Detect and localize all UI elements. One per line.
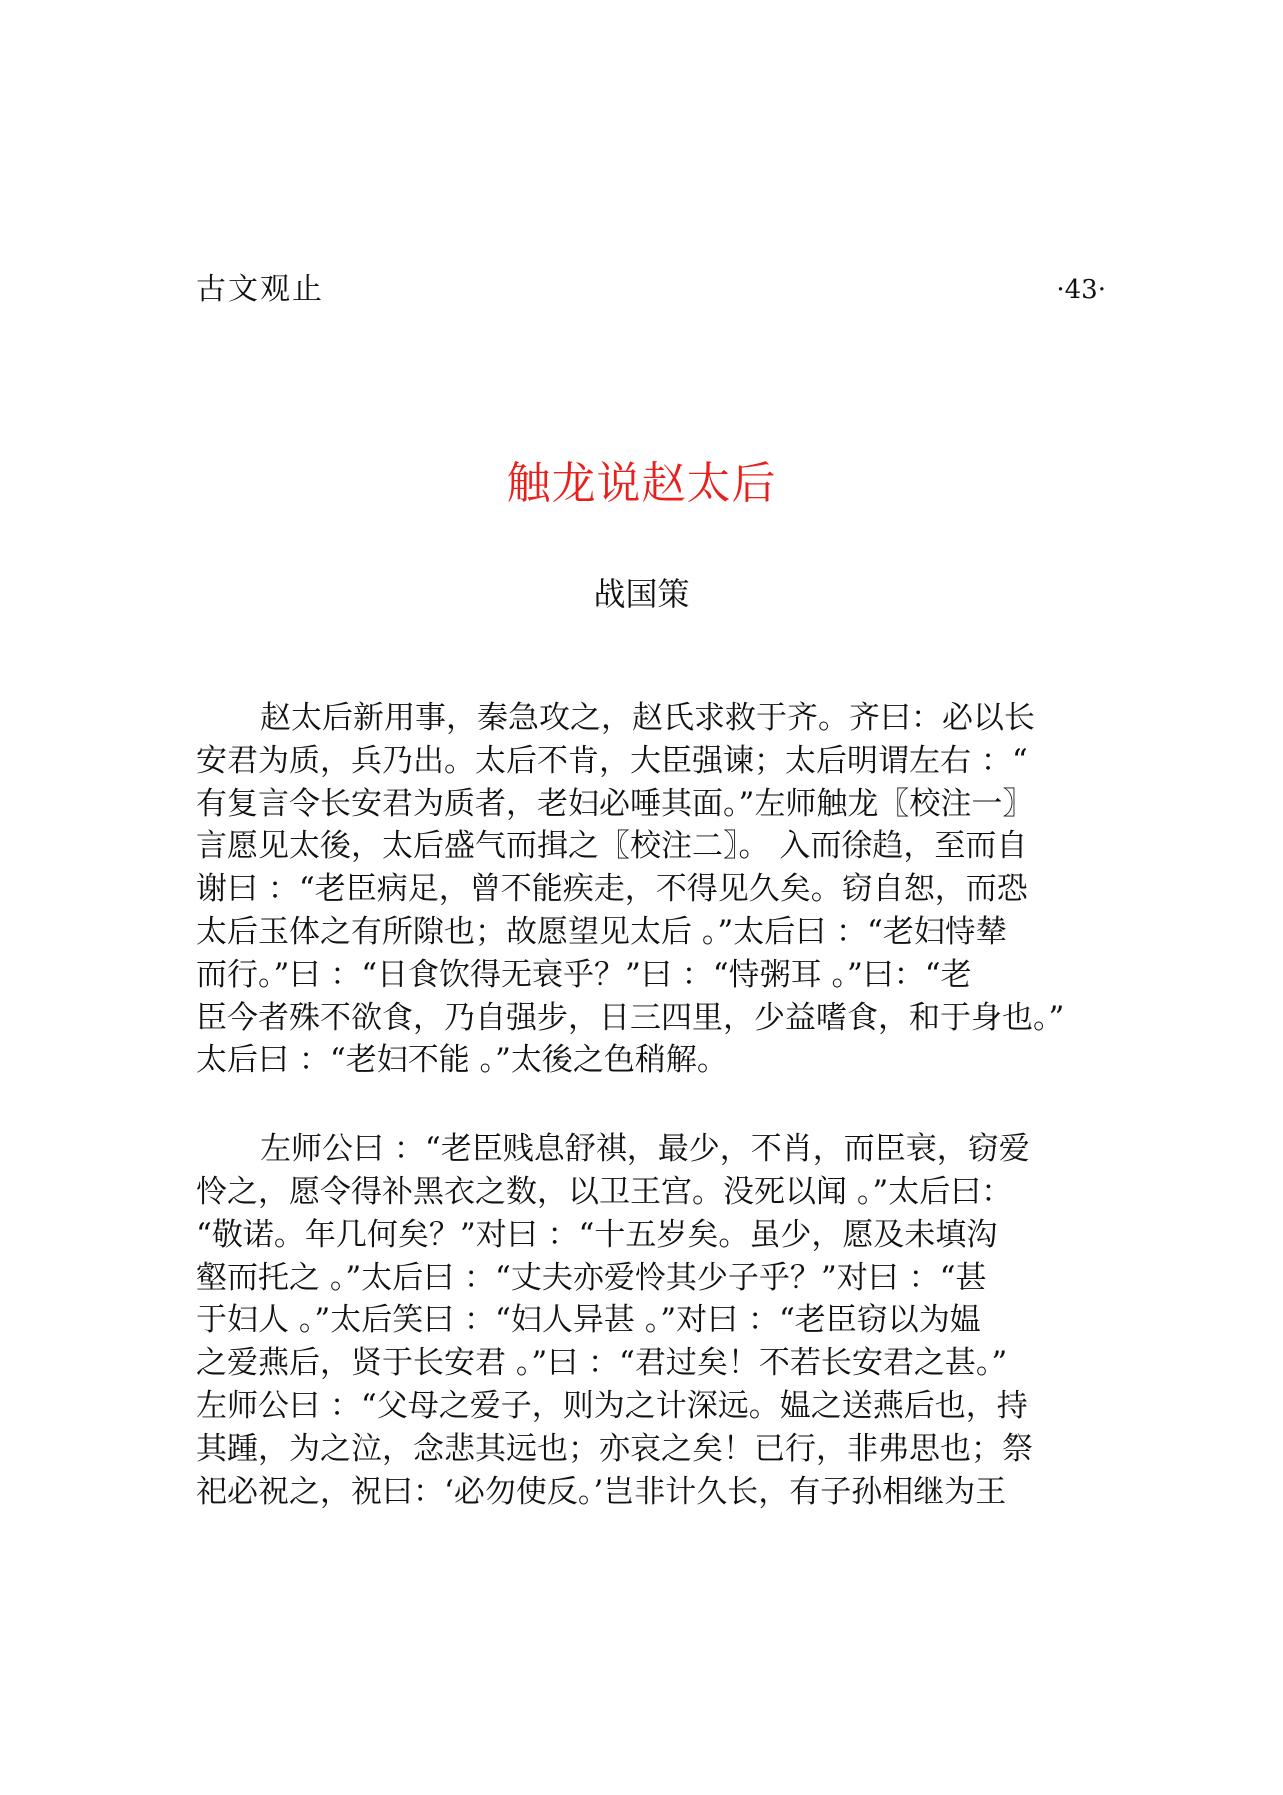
text-line: 有复言令长安君为质者，老妇必唾其面。”左师触龙〖校注一〗: [196, 785, 1034, 822]
body-text: [196, 697, 1096, 1513]
text-line: 祀必祝之，祝曰：‘必勿使反。’岂非计久长，有子孙相继为王: [196, 1473, 1007, 1510]
text-line: 太后曰 ：“老妇不能 。”太後之色稍解。: [196, 1042, 728, 1079]
text-line: 之爱燕后，贤于长安君 。”曰 ：“君过矣！不若长安君之甚。”: [196, 1345, 1008, 1382]
text-line: 谢曰 ：“老臣病足，曾不能疾走，不得见久矣。窃自恕，而恐: [196, 871, 1028, 908]
text-line: 其踵，为之泣，念悲其远也；亦哀之矣！已行，非弗思也；祭: [196, 1430, 1033, 1467]
article-title: 触龙说赵太后: [506, 458, 777, 509]
text-line: 左师公曰 ：“老臣贱息舒祺，最少，不肖，而臣衰，窃爱: [260, 1131, 1030, 1168]
paragraph-1: [196, 697, 1096, 1082]
text-line: 太后玉体之有所隙也；故愿望见太后 。”太后曰 ：“老妇恃辇: [196, 913, 1007, 950]
book-title: 古文观止: [196, 272, 324, 307]
page-number: ·43·: [1056, 275, 1106, 305]
text-line: 安君为质，兵乃出。太后不肯，大臣强谏；太后明谓左右 ：“: [196, 742, 1028, 779]
text-line: 赵太后新用事，秦急攻之，赵氏求救于齐。齐曰：必以长: [260, 700, 1035, 736]
text-line: 左师公曰 ：“父母之爱子，则为之计深远。媪之送燕后也，持: [196, 1387, 1028, 1424]
text-line: “敬诺。年几何矣？”对曰 ：“十五岁矣。虽少，愿及未填沟: [196, 1216, 998, 1253]
running-header: [196, 270, 1106, 310]
text-line: 于妇人 。”太后笑曰 ：“妇人异甚 。”对曰 ：“老臣窃以为媪: [196, 1302, 981, 1339]
text-line: 言愿见太後，太后盛气而揖之〖校注二〗。 入而徐趋，至而自: [196, 828, 1028, 865]
text-line: 壑而托之 。”太后曰 ：“丈夫亦爱怜其少子乎？”对曰 ：“甚: [196, 1259, 987, 1296]
text-line: 而行。”曰 ：“日食饮得无衰乎？”曰 ：“恃粥耳 。”曰：“老: [196, 956, 972, 993]
text-line: 怜之，愿令得补黑衣之数，以卫王宫。没死以闻 。”太后曰：: [196, 1173, 1013, 1210]
article-source: 战国策: [593, 575, 690, 613]
text-line: 臣今者殊不欲食，乃自强步，日三四里，少益嗜食，和于身也。”: [196, 999, 1065, 1036]
paragraph-2: [196, 1128, 1096, 1513]
